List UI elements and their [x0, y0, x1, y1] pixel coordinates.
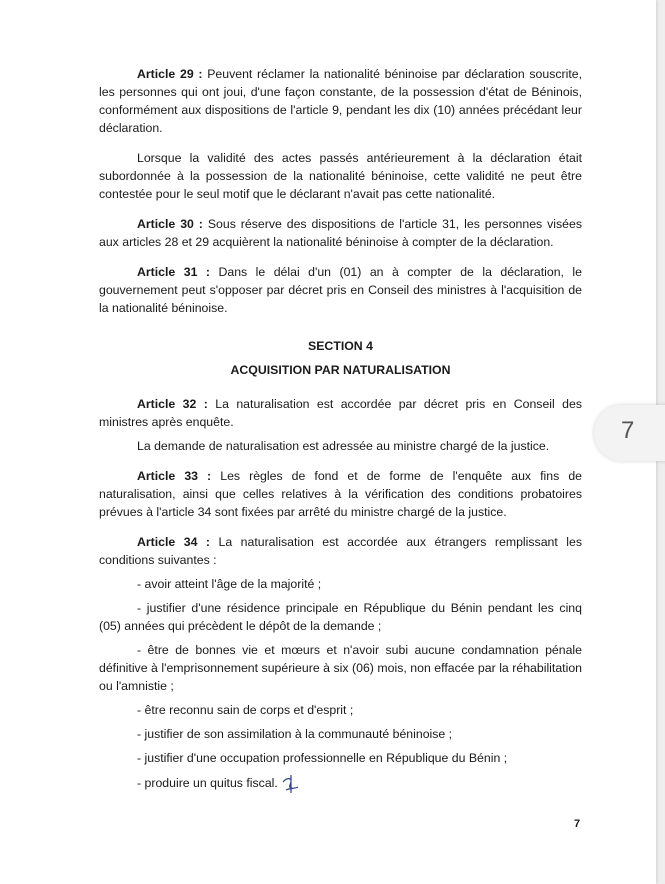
condition-item: - justifier de son assimilation à la communauté béninoise ;	[137, 727, 453, 741]
condition-item: - être reconnu sain de corps et d'esprit ;	[137, 703, 354, 717]
page-number: 7	[574, 818, 581, 830]
document-body	[99, 65, 582, 801]
page-indicator-number: 7	[621, 417, 635, 444]
condition-item-text: - produire un quitus fiscal.	[137, 776, 278, 790]
condition-item: - justifier d'une occupation professionnelle en République du Bénin ;	[137, 751, 508, 765]
article-34-text: La naturalisation est accordée aux étrangers remplissant les conditions suivantes :	[99, 535, 582, 567]
initials-signature-icon	[280, 773, 302, 795]
article-32-text: La naturalisation est accordée par décret pris en Conseil des ministres après enquête.	[99, 397, 582, 429]
article-29	[99, 65, 582, 137]
page-indicator-tab[interactable]	[594, 405, 665, 461]
article-34	[99, 533, 582, 569]
article-31-text: Dans le délai d'un (01) an à compter de la déclaration, le gouvernement peut s'opposer par décret pris en Conseil des ministres à l'acquisition de la nationalité béninoise.	[99, 265, 583, 315]
article-33-label: Article 33 :	[137, 469, 212, 483]
article-32	[99, 395, 582, 431]
condition-item: - justifier d'une résidence principale en République du Bénin pendant les cinq (05) années qui précèdent le dépôt de la demande ;	[99, 601, 582, 633]
article-32-label: Article 32 :	[137, 397, 208, 411]
article-31-label: Article 31 :	[137, 265, 210, 279]
article-30	[99, 215, 582, 251]
article-33	[99, 467, 582, 521]
section-title: ACQUISITION PAR NATURALISATION	[230, 363, 451, 377]
condition-item-last	[99, 773, 582, 795]
condition-item: - être de bonnes vie et mœurs et n'avoir subi aucune condamnation pénale définitive à l'emprisonnement supérieure à six (06) mois, non effacée par la réhabilitation ou l'amnistie ;	[99, 643, 582, 693]
condition-item: - avoir atteint l'âge de la majorité ;	[137, 577, 322, 591]
article-34-label: Article 34 :	[137, 535, 210, 549]
article-32-paragraph-2: La demande de naturalisation est adressée au ministre chargé de la justice.	[137, 439, 550, 453]
article-29-text: Peuvent réclamer la nationalité béninoise par déclaration souscrite, les personnes qui ont joui, d'une façon constante, de la possession d'état de Béninois, conformément aux dispositions de l'article 9, pendant les dix (10) années précédant leur déclaration.	[99, 67, 582, 135]
article-33-text: Les règles de fond et de forme de l'enquête aux fins de naturalisation, ainsi que celles relatives à la vérification des conditions probatoires prévues à l'article 34 sont fixées par arrêté du ministre chargé de la justice.	[99, 469, 582, 519]
article-31	[99, 263, 582, 317]
article-30-label: Article 30 :	[137, 217, 203, 231]
section-number: SECTION 4	[308, 339, 373, 353]
article-30-text: Sous réserve des dispositions de l'article 31, les personnes visées aux articles 28 et 29 acquièrent la nationalité béninoise à compter de la déclaration.	[99, 217, 582, 249]
article-29-paragraph-2: Lorsque la validité des actes passés antérieurement à la déclaration était subordonnée à la possession de la nationalité béninoise, cette validité ne peut être contestée pour le seul motif que le déclarant n'avait pas cette nationalité.	[99, 151, 582, 201]
article-29-label: Article 29 :	[137, 67, 203, 81]
